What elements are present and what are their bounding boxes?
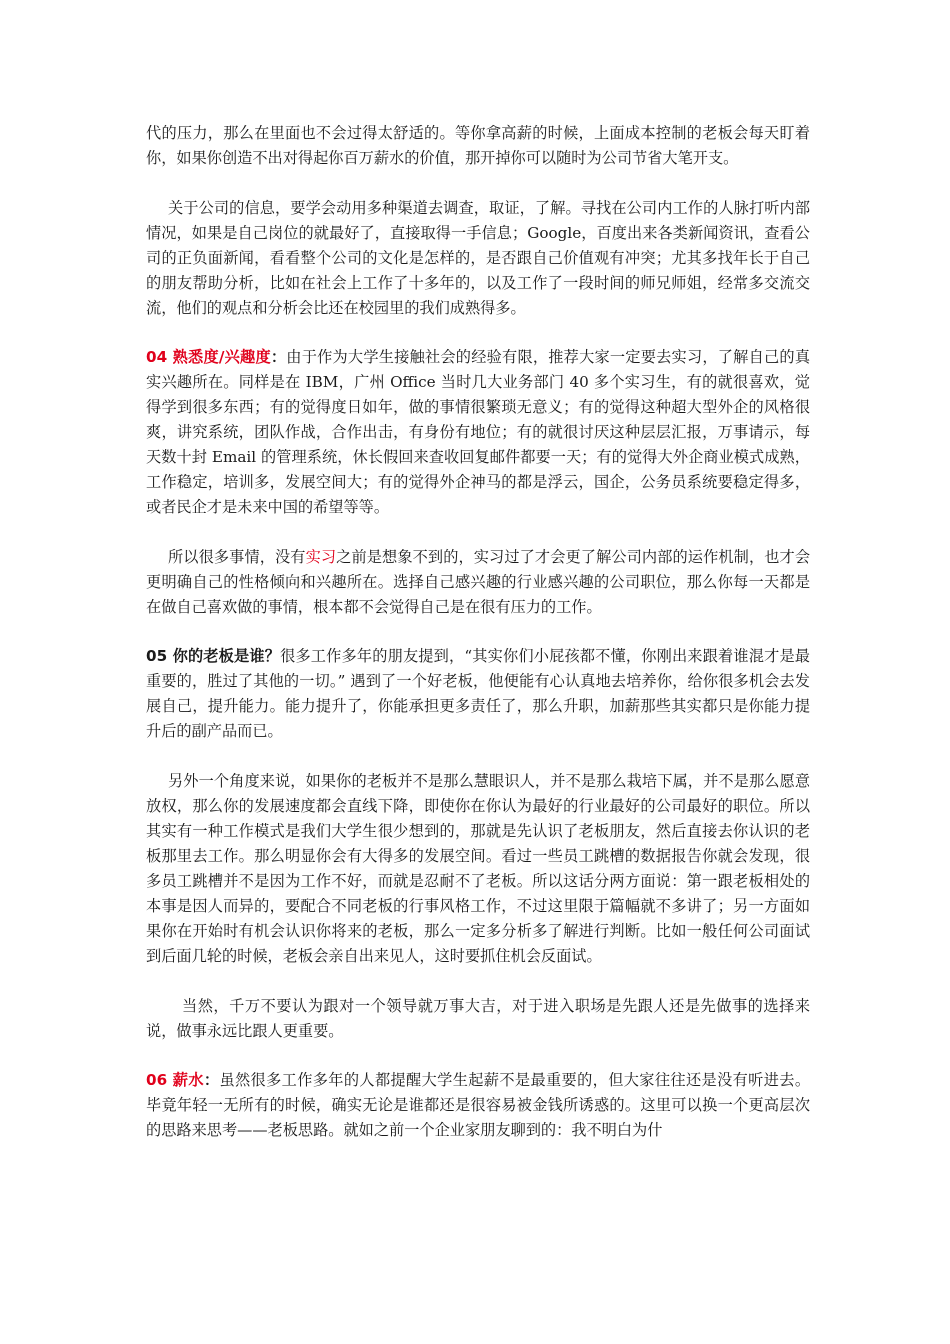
paragraph-text: 当然，千万不要认为跟对一个领导就万事大吉，对于进入职场是先跟人还是先做事的选择来说，做事永远比跟人更重要。 [146,996,810,1040]
section-heading-06: 06 薪水 [146,1071,204,1090]
paragraph-text: 之前是想象不到的，实习过了才会更了解公司内部的运作机制，也才会更明确自己的性格倾向和兴趣所在。选择自己感兴趣的行业感兴趣的公司职位，那么你每一天都是在做自己喜欢做的事情，根本都不会觉得自己是在很有压力的工作。 [146,547,811,616]
paragraph-salary-pressure [146,121,810,171]
paragraph-internship [146,545,810,620]
highlight-internship: 实习 [305,547,337,566]
paragraph-text: 另外一个角度来说，如果你的老板并不是那么慧眼识人，并不是那么栽培下属，并不是那么愿意放权，那么你的发展速度都会直线下降，即使你在你认为最好的行业最好的公司最好的职位。所以其实有一种工作模式是我们大学生很少想到的，那就是先认识了老板朋友，然后直接去你认识的老板那里去工作。那么明显你会有大得多的发展空间。看过一些员工跳槽的数据报告你就会发现，很多员工跳槽并不是因为工作不好，而就是忍耐不了老板。所以这话分两方面说：第一跟老板相处的本事是因人而异的，要配合不同老板的行事风格工作，不过这里限于篇幅就不多讲了；另一方面如果你在开始时有机会认识你将来的老板，那么一定多分析多了解进行判断。比如一般任何公司面试到后面几轮的时候，老板会亲自出来见人，这时要抓住机会反面试。 [146,771,810,965]
paragraph-text: 代的压力，那么在里面也不会过得太舒适的。等你拿高薪的时候，上面成本控制的老板会每天盯着你，如果你创造不出对得起你百万薪水的价值，那开掉你可以随时为公司节省大笔开支。 [146,124,810,167]
paragraph-text: 很多工作多年的朋友提到，“其实你们小屁孩都不懂，你刚出来跟着谁混才是最重要的，胜过了其他的一切。” 遇到了一个好老板，他便能有心认真地去培养你，给你很多机会去发展自己，提升能力。能力提升了，你能承担更多责任了，那么升职，加薪那些其实都只是你能力提升后的副产品而已。 [146,647,810,741]
section-04-familiarity-interest [146,345,810,520]
paragraph-gap [146,520,810,545]
section-heading-05: 05 你的老板是谁？ [146,647,281,666]
paragraph-text: 关于公司的信息，要学会动用多种渠道去调查，取证，了解。寻找在公司内工作的人脉打听内部情况，如果是自己岗位的就最好了，直接取得一手信息；Google，百度出来各类新闻资讯，查看公司的正负面新闻，看看整个公司的文化是怎样的，是否跟自己价值观有冲突；尤其多找年长于自己的朋友帮助分析，比如在社会上工作了十多年的，以及工作了一段时间的师兄师姐，经常多交流交流，他们的观点和分析会比还在校园里的我们成熟得多。 [146,198,810,317]
section-05-your-boss [146,644,810,744]
paragraph-company-info [146,196,810,321]
paragraph-boss-perspective [146,769,810,969]
paragraph-gap [146,321,810,346]
section-06-salary [146,1068,810,1143]
heading-colon: ： [203,1071,220,1090]
paragraph-text: 由于作为大学生接触社会的经验有限，推荐大家一定要去实习，了解自己的真实兴趣所在。同样是在 IBM，广州 Office 当时几大业务部门 40 多个实习生，有的就很喜欢，觉得学到很多东西；有的觉得度日如年，做的事情很繁琐无意义；有的觉得这种超大型外企的风格很爽，讲究系统，团队作战，合作出击，有身份有地位；有的就很讨厌这种层层汇报，万事请示，每天数十封 Email 的管理系统，休长假回来查收回复邮件都要一天；有的觉得大外企商业模式成熟，工作稳定，培训多，发展空间大；有的觉得外企神马的都是浮云，国企，公务员系统要稳定得多，或者民企才是未来中国的希望等等。 [146,348,811,517]
section-heading-04: 04 熟悉度/兴趣度 [146,348,271,367]
paragraph-gap [146,1044,810,1069]
heading-colon: ： [270,348,287,367]
paragraph-gap [146,171,810,196]
paragraph-gap [146,620,810,645]
paragraph-text: 虽然很多工作多年的人都提醒大学生起薪不是最重要的，但大家往往还是没有听进去。毕竟年轻一无所有的时候，确实无论是谁都还是很容易被金钱所诱惑的。这里可以换一个更高层次的思路来思考——老板思路。就如之前一个企业家朋友聊到的：我不明白为什 [146,1071,811,1140]
paragraph-gap [146,969,810,994]
paragraph-doing-over-following [146,994,810,1044]
paragraph-gap [146,744,810,769]
document-page [146,121,810,1143]
paragraph-text: 所以很多事情，没有 [168,547,306,566]
